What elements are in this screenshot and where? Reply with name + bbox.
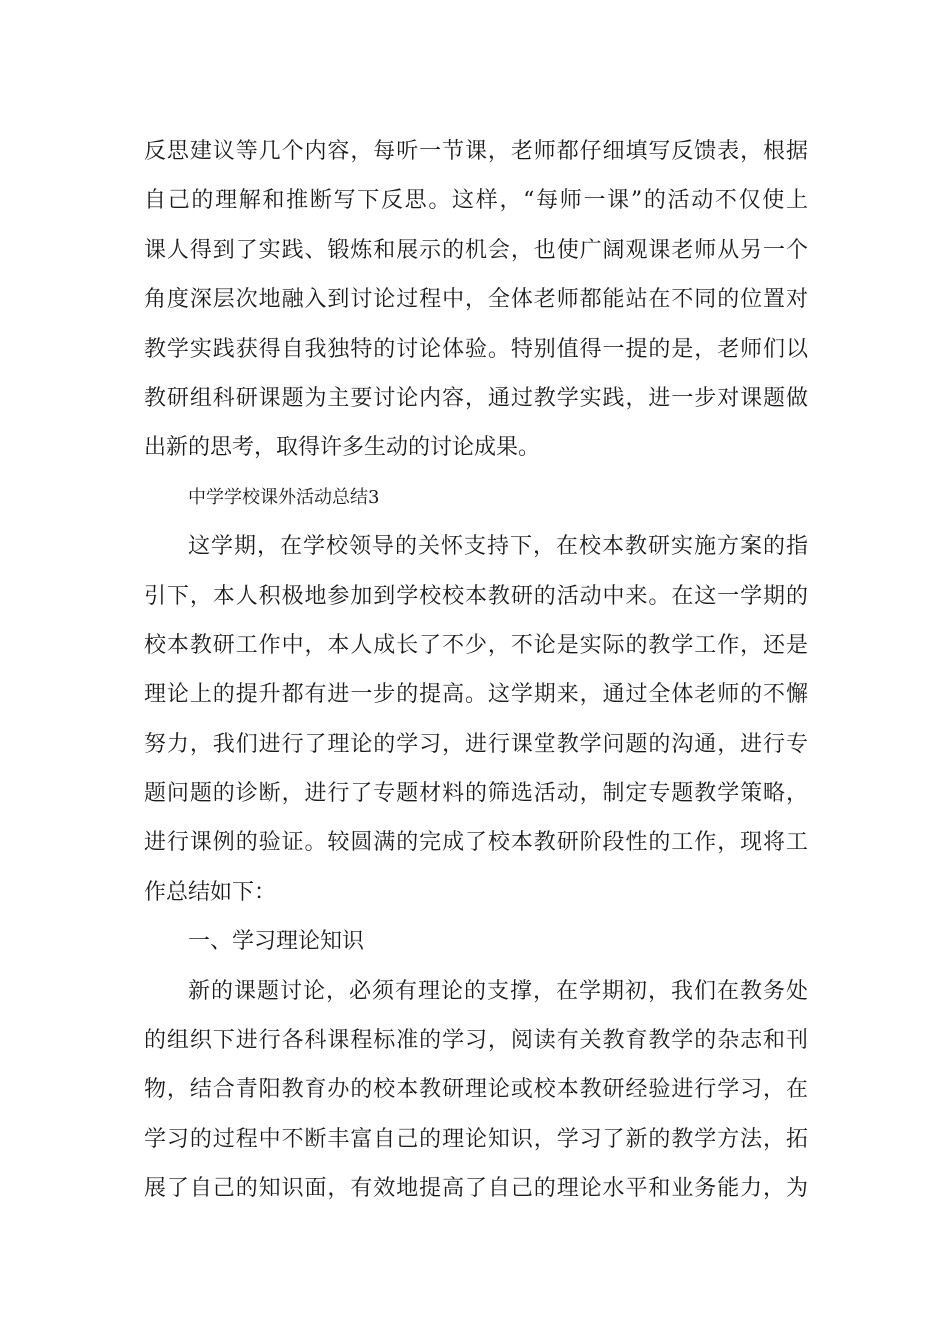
text-line: 出新的思考，取得许多生动的讨论成果。 bbox=[144, 435, 541, 461]
text-line: 题问题的诊断，进行了专题材料的筛选活动，制定专题教学策略， bbox=[144, 781, 808, 807]
document-body bbox=[144, 127, 808, 1214]
text-line: 校本教研工作中，本人成长了不少，不论是实际的教学工作，还是 bbox=[144, 632, 808, 658]
text-line: 教研组科研课题为主要讨论内容，通过教学实践，进一步对课题做 bbox=[144, 385, 808, 411]
section-title: 中学学校课外活动总结3 bbox=[188, 486, 380, 508]
section-heading: 一、学习理论知识 bbox=[188, 929, 365, 955]
text-line: 这学期，在学校领导的关怀支持下，在校本教研实施方案的指 bbox=[188, 534, 808, 560]
text-line: 学习的过程中不断丰富自己的理论知识，学习了新的教学方法，拓 bbox=[144, 1126, 808, 1152]
text-line: 努力，我们进行了理论的学习，进行课堂教学问题的沟通，进行专 bbox=[144, 731, 808, 757]
text-line: 作总结如下： bbox=[144, 879, 277, 905]
text-line: 引下，本人积极地参加到学校校本教研的活动中来。在这一学期的 bbox=[144, 583, 808, 609]
text-line: 进行课例的验证。较圆满的完成了校本教研阶段性的工作，现将工 bbox=[144, 830, 808, 856]
text-line: 的组织下进行各科课程标准的学习，阅读有关教育教学的杂志和刊 bbox=[144, 1028, 808, 1054]
text-line: 角度深层次地融入到讨论过程中，全体老师都能站在不同的位置对 bbox=[144, 287, 808, 313]
text-line: 展了自己的知识面，有效地提高了自己的理论水平和业务能力，为 bbox=[144, 1176, 808, 1202]
text-line: 课人得到了实践、锻炼和展示的机会，也使广阔观课老师从另一个 bbox=[144, 237, 808, 263]
text-line: 自己的理解和推断写下反思。这样，“每师一课”的活动不仅使上 bbox=[144, 188, 808, 214]
text-line: 新的课题讨论，必须有理论的支撑，在学期初，我们在教务处 bbox=[188, 978, 808, 1004]
text-line: 教学实践获得自我独特的讨论体验。特别值得一提的是，老师们以 bbox=[144, 336, 808, 362]
text-line: 理论上的提升都有进一步的提高。这学期来，通过全体老师的不懈 bbox=[144, 682, 808, 708]
text-line: 反思建议等几个内容，每听一节课，老师都仔细填写反馈表，根据 bbox=[144, 139, 808, 164]
text-line: 物，结合青阳教育办的校本教研理论或校本教研经验进行学习，在 bbox=[144, 1077, 808, 1103]
